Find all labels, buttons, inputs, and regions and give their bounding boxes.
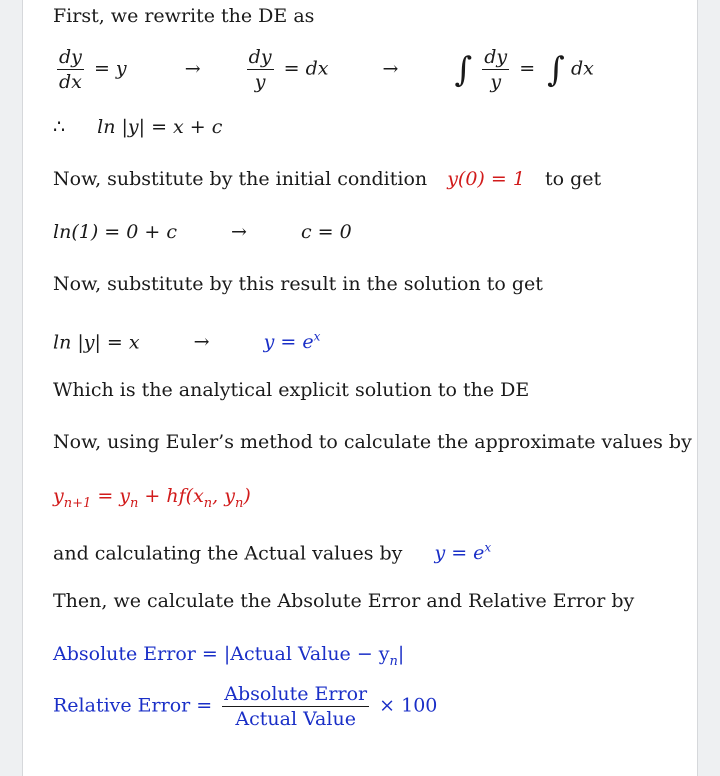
subscript: n xyxy=(130,495,139,511)
exponent: x xyxy=(313,330,321,344)
frac-den: Actual Value xyxy=(235,708,356,730)
text: Now, substitute by the initial condition xyxy=(53,168,428,190)
frac-num: dy xyxy=(484,46,508,68)
equals-y: = y xyxy=(93,57,127,80)
substitute-line: Now, substitute by this result in the solution to get xyxy=(53,273,543,295)
relative-error-formula xyxy=(53,682,437,742)
frac-num: dy xyxy=(59,46,82,68)
absolute-error-formula xyxy=(53,642,404,674)
frac-den: y xyxy=(254,71,266,93)
euler-formula xyxy=(53,484,251,516)
ln-solution: ln |y| = x + c xyxy=(97,116,223,138)
errors-intro: Then, we calculate the Absolute Error and Relative Error by xyxy=(53,590,635,612)
arrow: → xyxy=(193,331,210,354)
text: + hf(x xyxy=(138,485,204,507)
ln-y-x: ln |y| = x xyxy=(53,331,140,354)
frac-num: dy xyxy=(248,46,272,68)
arrow: → xyxy=(231,221,247,243)
subscript: n xyxy=(203,495,213,511)
euler-intro: Now, using Euler’s method to calculate the approximate values by xyxy=(53,431,692,453)
document-page xyxy=(22,0,698,776)
explicit-note: Which is the analytical explicit solution to the DE xyxy=(53,379,530,401)
dx-term: dx xyxy=(570,57,594,80)
text: | xyxy=(397,643,405,665)
text: y xyxy=(53,485,64,507)
text: = y xyxy=(91,485,131,507)
text: Absolute Error = |Actual Value − y xyxy=(53,643,390,665)
subscript: n xyxy=(235,495,244,511)
base: y = e xyxy=(434,542,485,565)
subscript: n xyxy=(389,653,398,669)
equals-sign: = xyxy=(519,57,536,80)
actual-values-line xyxy=(53,536,491,565)
constant-line xyxy=(53,220,352,244)
explicit-solution-line xyxy=(53,325,320,354)
y-equals-e-x xyxy=(434,542,491,564)
exponent: x xyxy=(484,541,492,555)
dy-dx-fraction xyxy=(57,45,84,94)
base: y = e xyxy=(263,331,314,354)
ln1-equation: ln(1) = 0 + c xyxy=(53,221,177,243)
c-value: c = 0 xyxy=(300,221,352,243)
initial-condition-line xyxy=(53,167,601,191)
dy-over-y-fraction xyxy=(247,45,274,94)
subscript: n+1 xyxy=(63,495,92,511)
text: to get xyxy=(544,168,602,190)
frac-num: Absolute Error xyxy=(224,683,368,705)
integral-sign: ∫ xyxy=(454,49,473,90)
intro-line: First, we rewrite the DE as xyxy=(53,5,315,27)
text: , y xyxy=(212,485,235,507)
rel-error-label: Relative Error = xyxy=(53,694,213,717)
arrow: → xyxy=(184,57,201,80)
therefore-symbol: ∴ xyxy=(53,116,66,138)
equals-dx: = dx xyxy=(283,57,329,80)
integrand-fraction xyxy=(482,45,509,94)
integral-sign: ∫ xyxy=(547,49,565,90)
frac-den: dx xyxy=(59,71,82,93)
initial-condition: y(0) = 1 xyxy=(447,168,525,190)
times-100: × 100 xyxy=(379,694,438,717)
separation-equation xyxy=(53,45,594,105)
text: and calculating the Actual values by xyxy=(53,542,403,565)
relative-error-fraction xyxy=(222,682,369,731)
frac-den: y xyxy=(490,71,502,93)
y-equals-e-x xyxy=(264,331,321,353)
general-solution xyxy=(53,115,222,139)
text: ) xyxy=(243,485,251,507)
arrow: → xyxy=(382,57,399,80)
